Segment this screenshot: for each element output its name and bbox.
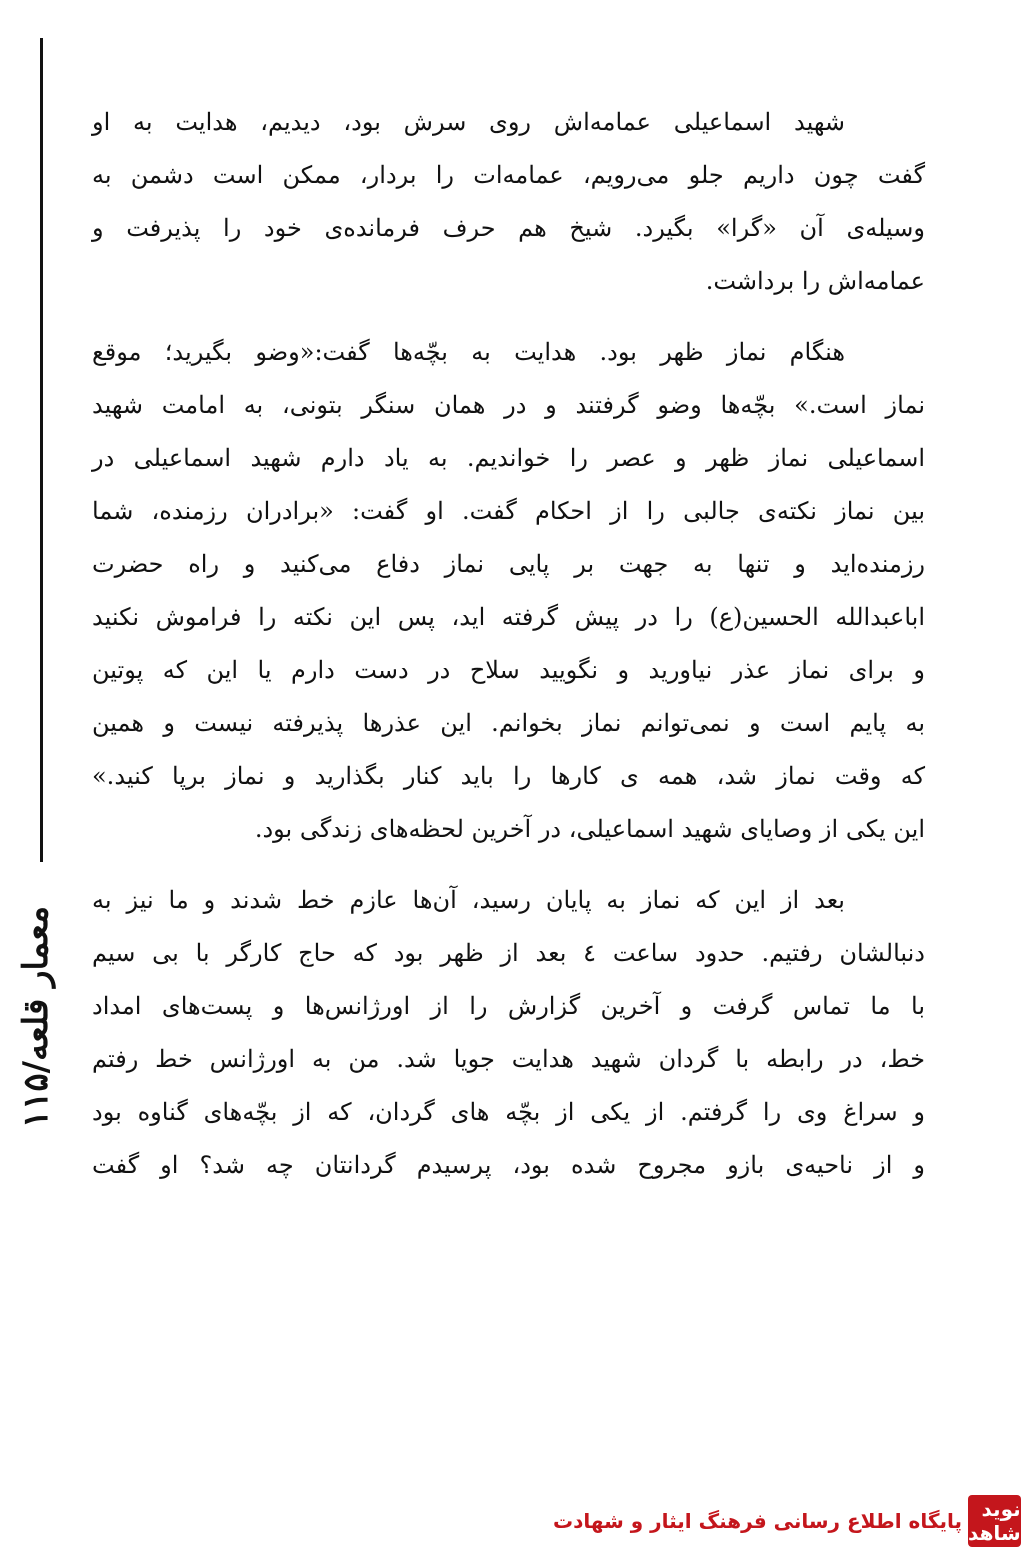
text-line: رزمنده‌اید و تنها به جهت بر پایی نماز دفاع می‌کنید و راه حضرت <box>92 550 925 578</box>
text-line: نماز است.» بچّه‌ها وضو گرفتند و در همان سنگر بتونی، به امامت شهید <box>92 391 925 419</box>
text-line: وسیله‌ی آن «گرا» بگیرد. شیخ هم حرف فرمانده‌ی خود را پذیرفت و <box>92 214 925 242</box>
paragraph-gap <box>92 856 925 874</box>
text-line: شهید اسماعیلی عمامه‌اش روی سرش بود، دیدیم، هدایت به او <box>92 108 845 136</box>
text-line: اسماعیلی نماز ظهر و عصر را خواندیم. به یاد دارم شهید اسماعیلی در <box>92 444 925 472</box>
text-line: دنبالشان رفتیم. حدود ساعت ٤ بعد از ظهر بود که حاج کارگر با بی سیم <box>92 939 925 967</box>
paragraph-3 <box>92 874 925 1192</box>
body-text <box>92 96 925 1192</box>
text-line: به پایم است و نمی‌توانم نماز بخوانم. این عذرها پذیرفته نیست و همین <box>92 709 925 737</box>
text-line: اباعبدالله الحسین(ع) را در پیش گرفته اید، پس این نکته را فراموش نکنید <box>92 603 925 631</box>
text-line: گفت چون داریم جلو می‌رویم، عمامه‌ات را بردار، ممکن است دشمن به <box>92 161 925 189</box>
navid-shahed-logo: نوید شاهد <box>968 1497 1021 1545</box>
page-header-vertical <box>6 872 66 1162</box>
text-line: هنگام نماز ظهر بود. هدایت به بچّه‌ها گفت:«وضو بگیرید؛ موقع <box>92 338 845 366</box>
paragraph-2 <box>92 326 925 856</box>
paragraph-1 <box>92 96 925 308</box>
margin-rule <box>40 38 43 862</box>
text-line: عمامه‌اش را برداشت. <box>705 267 925 295</box>
text-line: و سراغ وی را گرفتم. از یکی از بچّه های گردان، که از بچّه‌های گناوه بود <box>92 1098 925 1126</box>
paragraph-gap <box>92 308 925 326</box>
text-line: بین نماز نکته‌ی جالبی را از احکام گفت. او گفت: «برادران رزمنده، شما <box>92 497 925 525</box>
text-line: و برای نماز عذر نیاورید و نگویید سلاح در دست دارم یا این که پوتین <box>92 656 925 684</box>
book-title-page-number: معمار قلعه/۱۱۵ <box>16 905 56 1129</box>
watermark <box>553 1491 1021 1551</box>
text-line: و از ناحیه‌ی بازو مجروح شده بود، پرسیدم گردانتان چه شد؟ او گفت <box>92 1151 925 1179</box>
text-line: خط، در رابطه با گردان شهید هدایت جویا شد. من به اورژانس خط رفتم <box>92 1045 926 1073</box>
text-line: با ما تماس گرفت و آخرین گزارش را از اورژانس‌ها و پست‌های امداد <box>92 992 925 1020</box>
text-line: بعد از این که نماز به پایان رسید، آن‌ها عازم خط شدند و ما نیز به <box>92 886 845 914</box>
watermark-text: پایگاه اطلاع رسانی فرهنگ ایثار و شهادت <box>553 1509 963 1533</box>
text-line: این یکی از وصایای شهید اسماعیلی، در آخرین لحظه‌های زندگی بود. <box>254 815 925 843</box>
text-line: که وقت نماز شد، همه ی کارها را باید کنار بگذارید و نماز برپا کنید.» <box>92 762 925 790</box>
